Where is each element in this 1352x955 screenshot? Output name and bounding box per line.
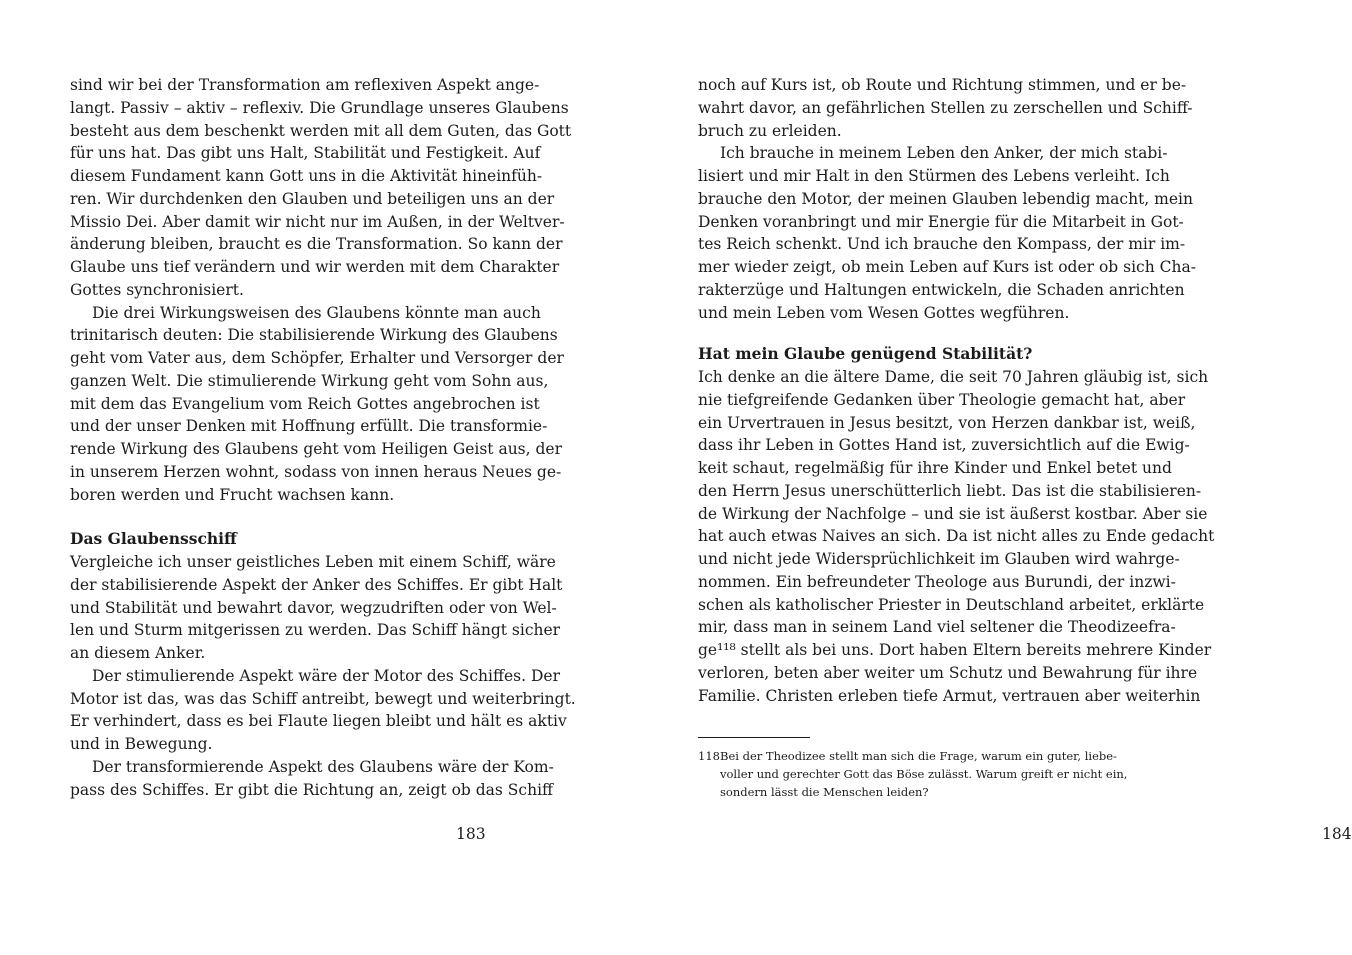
body-line: und in Bewegung. bbox=[70, 735, 213, 753]
body-line: Familie. Christen erleben tiefe Armut, vertrauen aber weiterhin bbox=[698, 686, 1201, 705]
body-line: keit schaut, regelmäßig für ihre Kinder und Enkel betet und bbox=[698, 459, 1172, 477]
body-line: mir, dass man in seinem Land viel seltener die Theodizeefra- bbox=[698, 618, 1176, 637]
body-line: Denken voranbringt und mir Energie für die Mitarbeit in Got- bbox=[698, 212, 1184, 231]
body-line: Ich denke an die ältere Dame, die seit 70 Jahren gläubig ist, sich bbox=[698, 368, 1209, 386]
body-line: nie tiefgreifende Gedanken über Theologie gemacht hat, aber bbox=[698, 390, 1186, 409]
body-line: und Stabilität und bewahrt davor, wegzudriften oder von Wel- bbox=[70, 598, 557, 617]
body-line: für uns hat. Das gibt uns Halt, Stabilität und Festigkeit. Auf bbox=[70, 144, 541, 163]
body-line: Der transformierende Aspekt des Glaubens wäre der Kom- bbox=[92, 757, 554, 776]
footnote-number: 118 bbox=[698, 749, 720, 763]
body-line: und mein Leben vom Wesen Gottes wegführen. bbox=[698, 303, 1070, 322]
body-line: mit dem das Evangelium vom Reich Gottes angebrochen ist bbox=[70, 394, 540, 413]
body-line: und nicht jede Widersprüchlichkeit im Glauben wird wahrge- bbox=[698, 550, 1180, 568]
body-line: in unserem Herzen wohnt, sodass von innen heraus Neues ge- bbox=[70, 462, 562, 481]
body-line: ganzen Welt. Die stimulierende Wirkung geht vom Sohn aus, bbox=[70, 371, 549, 390]
body-line: langt. Passiv – aktiv – reflexiv. Die Grundlage unseres Glaubens bbox=[70, 98, 569, 117]
footnote-text: voller und gerechter Gott das Böse zulässt. Warum greift er nicht ein, bbox=[720, 767, 1128, 781]
body-line: bruch zu erleiden. bbox=[698, 121, 842, 140]
body-line: mer wieder zeigt, ob mein Leben auf Kurs ist oder ob sich Cha- bbox=[698, 258, 1196, 276]
body-line: dass ihr Leben in Gottes Hand ist, zuversichtlich auf die Ewig- bbox=[698, 436, 1190, 455]
body-line: rende Wirkung des Glaubens geht vom Heiligen Geist aus, der bbox=[70, 440, 562, 458]
body-line: wahrt davor, an gefährlichen Stellen zu zerschellen und Schiff- bbox=[698, 98, 1193, 117]
body-line: Die drei Wirkungsweisen des Glaubens könnte man auch bbox=[92, 303, 541, 322]
body-line: brauche den Motor, der meinen Glauben lebendig macht, mein bbox=[698, 189, 1193, 208]
body-line: den Herrn Jesus unerschütterlich liebt. Das ist die stabilisieren- bbox=[698, 481, 1202, 500]
footnote-line bbox=[698, 747, 1130, 765]
right-page bbox=[600, 0, 1352, 955]
body-line: pass des Schiffes. Er gibt die Richtung an, zeigt ob das Schiff bbox=[70, 780, 554, 799]
body-line: ren. Wir durchdenken den Glauben und beteiligen uns an der bbox=[70, 189, 555, 208]
body-line: geht vom Vater aus, dem Schöpfer, Erhalter und Versorger der bbox=[70, 349, 564, 367]
body-line: sind wir bei der Transformation am reflexiven Aspekt ange- bbox=[70, 76, 540, 94]
body-line: Glaube uns tief verändern und wir werden mit dem Charakter bbox=[70, 258, 560, 276]
body-line: diesem Fundament kann Gott uns in die Aktivität hineinfüh- bbox=[70, 167, 543, 185]
body-line: rakterzüge und Haltungen entwickeln, die Schaden anrichten bbox=[698, 280, 1185, 299]
body-line: ge¹¹⁸ stellt als bei uns. Dort haben Eltern bereits mehrere Kinder bbox=[698, 641, 1212, 659]
page-number: 184 bbox=[1322, 825, 1352, 843]
footnote-line bbox=[698, 783, 1130, 801]
body-line: lisiert und mir Halt in den Stürmen des Lebens verleiht. Ich bbox=[698, 167, 1170, 185]
body-line: verloren, beten aber weiter um Schutz und Bewahrung für ihre bbox=[698, 663, 1198, 682]
body-line: len und Sturm mitgerissen zu werden. Das Schiff hängt sicher bbox=[70, 621, 561, 640]
body-line: Gottes synchronisiert. bbox=[70, 280, 244, 299]
body-line: Missio Dei. Aber damit wir nicht nur im Außen, in der Weltver- bbox=[70, 212, 565, 231]
body-line: an diesem Anker. bbox=[70, 644, 206, 662]
body-line: tes Reich schenkt. Und ich brauche den Kompass, der mir im- bbox=[698, 235, 1186, 254]
page-number: 183 bbox=[456, 825, 486, 843]
body-line: noch auf Kurs ist, ob Route und Richtung stimmen, und er be- bbox=[698, 76, 1187, 94]
body-line: Vergleiche ich unser geistliches Leben mit einem Schiff, wäre bbox=[70, 553, 556, 571]
left-page bbox=[0, 0, 600, 955]
body-line: schen als katholischer Priester in Deutschland arbeitet, erklärte bbox=[698, 595, 1205, 614]
body-line: Motor ist das, was das Schiff antreibt, bewegt und weiterbringt. bbox=[70, 689, 576, 708]
footnote-text: Bei der Theodizee stellt man sich die Frage, warum ein guter, liebe- bbox=[720, 749, 1117, 763]
body-line: nommen. Ein befreundeter Theologe aus Burundi, der inzwi- bbox=[698, 572, 1176, 591]
body-line: und der unser Denken mit Hoffnung erfüllt. Die transformie- bbox=[70, 417, 548, 436]
section-heading: Das Glaubensschiff bbox=[70, 529, 237, 548]
body-line: änderung bleiben, braucht es die Transformation. So kann der bbox=[70, 235, 563, 254]
footnote-rule bbox=[698, 737, 810, 738]
body-line: hat auch etwas Naives an sich. Da ist nicht alles zu Ende gedacht bbox=[698, 527, 1215, 546]
section-heading: Hat mein Glaube genügend Stabilität? bbox=[698, 344, 1033, 363]
footnote-line bbox=[698, 765, 1130, 783]
body-line: de Wirkung der Nachfolge – und sie ist äußerst kostbar. Aber sie bbox=[698, 504, 1208, 523]
footnote-text: sondern lässt die Menschen leiden? bbox=[720, 785, 929, 799]
body-line: ein Urvertrauen in Jesus besitzt, von Herzen dankbar ist, weiß, bbox=[698, 413, 1196, 432]
body-line: trinitarisch deuten: Die stabilisierende Wirkung des Glaubens bbox=[70, 326, 558, 345]
body-line: besteht aus dem beschenkt werden mit all dem Guten, das Gott bbox=[70, 121, 572, 140]
body-line: Der stimulierende Aspekt wäre der Motor des Schiffes. Der bbox=[92, 666, 560, 685]
body-line: Er verhindert, dass es bei Flaute liegen bleibt und hält es aktiv bbox=[70, 712, 567, 731]
body-line: boren werden und Frucht wachsen kann. bbox=[70, 485, 395, 504]
body-line: der stabilisierende Aspekt der Anker des Schiffes. Er gibt Halt bbox=[70, 575, 563, 594]
body-line: Ich brauche in meinem Leben den Anker, der mich stabi- bbox=[720, 144, 1168, 163]
